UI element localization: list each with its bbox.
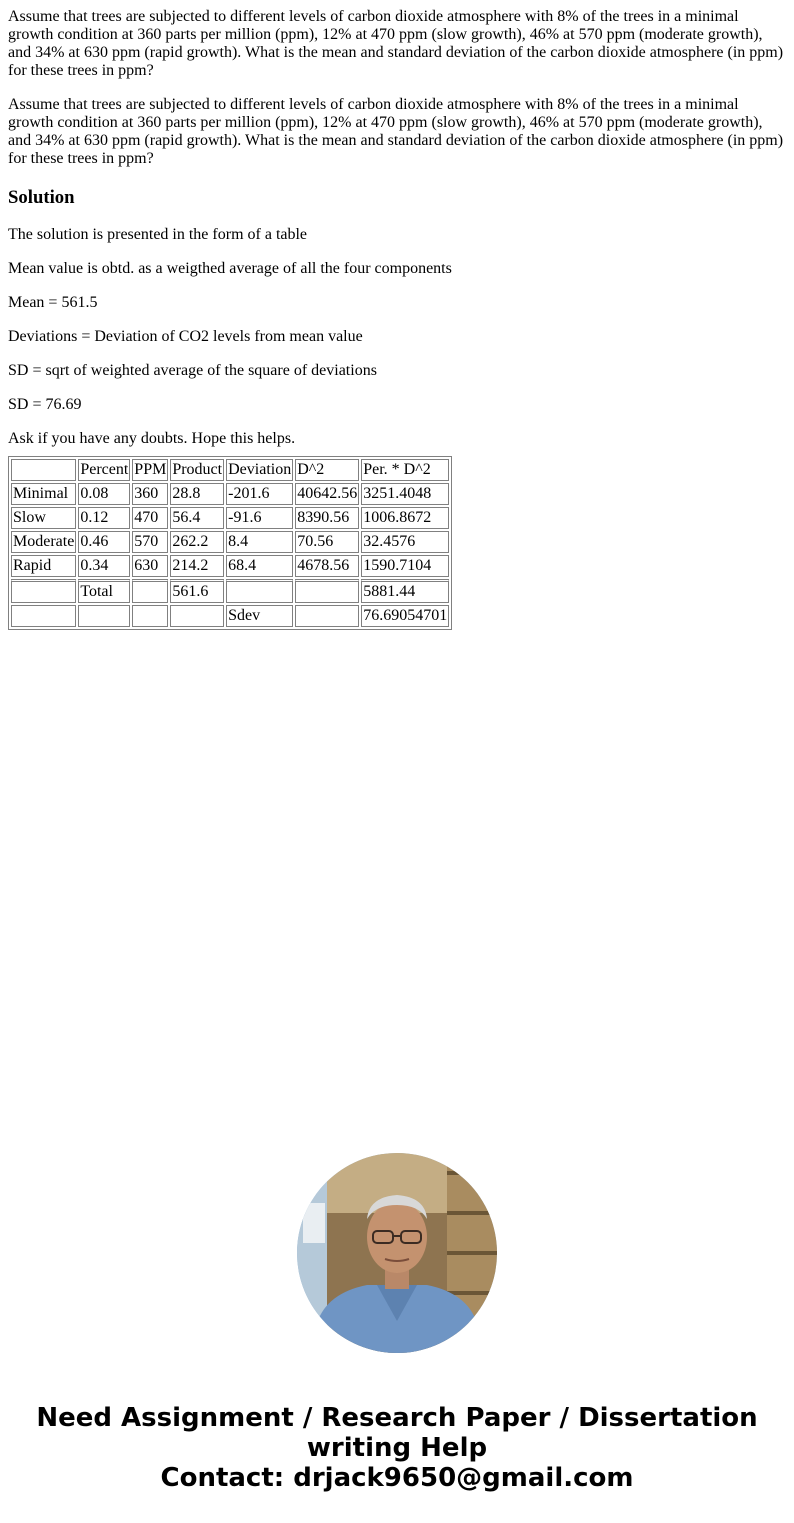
table-row [11,531,449,553]
table-cell: 0.08 [78,483,130,505]
table-cell: 32.4576 [361,531,449,553]
footer-banner [0,1403,794,1493]
table-total-row [11,579,449,603]
table-cell: Moderate [11,531,76,553]
table-row [11,555,449,577]
footer-help-text: Need Assignment / Research Paper / Dissertation writing Help [36,1403,758,1463]
table-cell [295,579,359,603]
table-cell: -201.6 [226,483,293,505]
question-text-repeat: Assume that trees are subjected to different levels of carbon dioxide atmosphere with 8% of the trees in a minimal growth condition at 360 parts per million (ppm), 12% at 470 ppm (slow growth), 46% at 570 ppm (moderate growth), and 34% at 630 ppm (rapid growth). What is the mean and standard deviation of the carbon dioxide atmosphere (in ppm) for these trees in ppm? [8,96,784,167]
table-header-cell: Per. * D^2 [361,459,449,481]
table-cell [11,605,76,627]
table-cell [11,579,76,603]
solution-line-deviations: Deviations = Deviation of CO2 levels from mean value [8,328,363,345]
table-cell: 0.34 [78,555,130,577]
table-cell: Slow [11,507,76,529]
table-cell: 561.6 [170,579,224,603]
footer-contact-text: Contact: drjack9650@gmail.com [160,1463,634,1493]
table-header-cell: Percent [78,459,130,481]
table-cell: 70.56 [295,531,359,553]
table-cell: -91.6 [226,507,293,529]
table-cell: Rapid [11,555,76,577]
table-cell: 1006.8672 [361,507,449,529]
table-cell: 8390.56 [295,507,359,529]
table-cell: Sdev [226,605,293,627]
table-header-cell: D^2 [295,459,359,481]
table-cell: 76.69054701 [361,605,449,627]
solution-line-sd-method: SD = sqrt of weighted average of the square of deviations [8,362,377,379]
solution-line-closing: Ask if you have any doubts. Hope this helps. [8,430,296,447]
table-cell [295,605,359,627]
table-header-row [11,459,449,481]
table-cell: Minimal [11,483,76,505]
solution-table [8,456,452,630]
table-header-cell: PPM [132,459,168,481]
author-avatar [297,1153,497,1353]
table-header-cell: Product [170,459,224,481]
table-header-cell: Deviation [226,459,293,481]
author-photo [297,1153,497,1353]
table-cell: 570 [132,531,168,553]
table-cell: 3251.4048 [361,483,449,505]
table-cell: 5881.44 [361,579,449,603]
table-cell: 470 [132,507,168,529]
table-cell [170,605,224,627]
table-cell: 1590.7104 [361,555,449,577]
table-cell: 262.2 [170,531,224,553]
table-cell: 630 [132,555,168,577]
table-cell: 8.4 [226,531,293,553]
table-cell: 0.46 [78,531,130,553]
table-cell: 56.4 [170,507,224,529]
table-cell: Total [78,579,130,603]
table-cell: 40642.56 [295,483,359,505]
table-cell: 4678.56 [295,555,359,577]
table-cell [132,605,168,627]
solution-heading: Solution [8,187,75,208]
table-sdev-row [11,605,449,627]
solution-line-mean-method: Mean value is obtd. as a weigthed average of all the four components [8,260,452,277]
question-text: Assume that trees are subjected to different levels of carbon dioxide atmosphere with 8% of the trees in a minimal growth condition at 360 parts per million (ppm), 12% at 470 ppm (slow growth), 46% at 570 ppm (moderate growth), and 34% at 630 ppm (rapid growth). What is the mean and standard deviation of the carbon dioxide atmosphere (in ppm) for these trees in ppm? [8,8,784,79]
table-cell [78,605,130,627]
table-cell [132,579,168,603]
solution-line-intro: The solution is presented in the form of a table [8,226,308,243]
table-cell: 214.2 [170,555,224,577]
table-cell: 360 [132,483,168,505]
solution-line-mean-value: Mean = 561.5 [8,294,98,311]
table-row [11,507,449,529]
table-row [11,483,449,505]
table-cell: 28.8 [170,483,224,505]
page-content [0,0,794,630]
solution-line-sd-value: SD = 76.69 [8,396,82,413]
table-cell [226,579,293,603]
table-cell: 0.12 [78,507,130,529]
table-cell [11,459,76,481]
table-cell: 68.4 [226,555,293,577]
